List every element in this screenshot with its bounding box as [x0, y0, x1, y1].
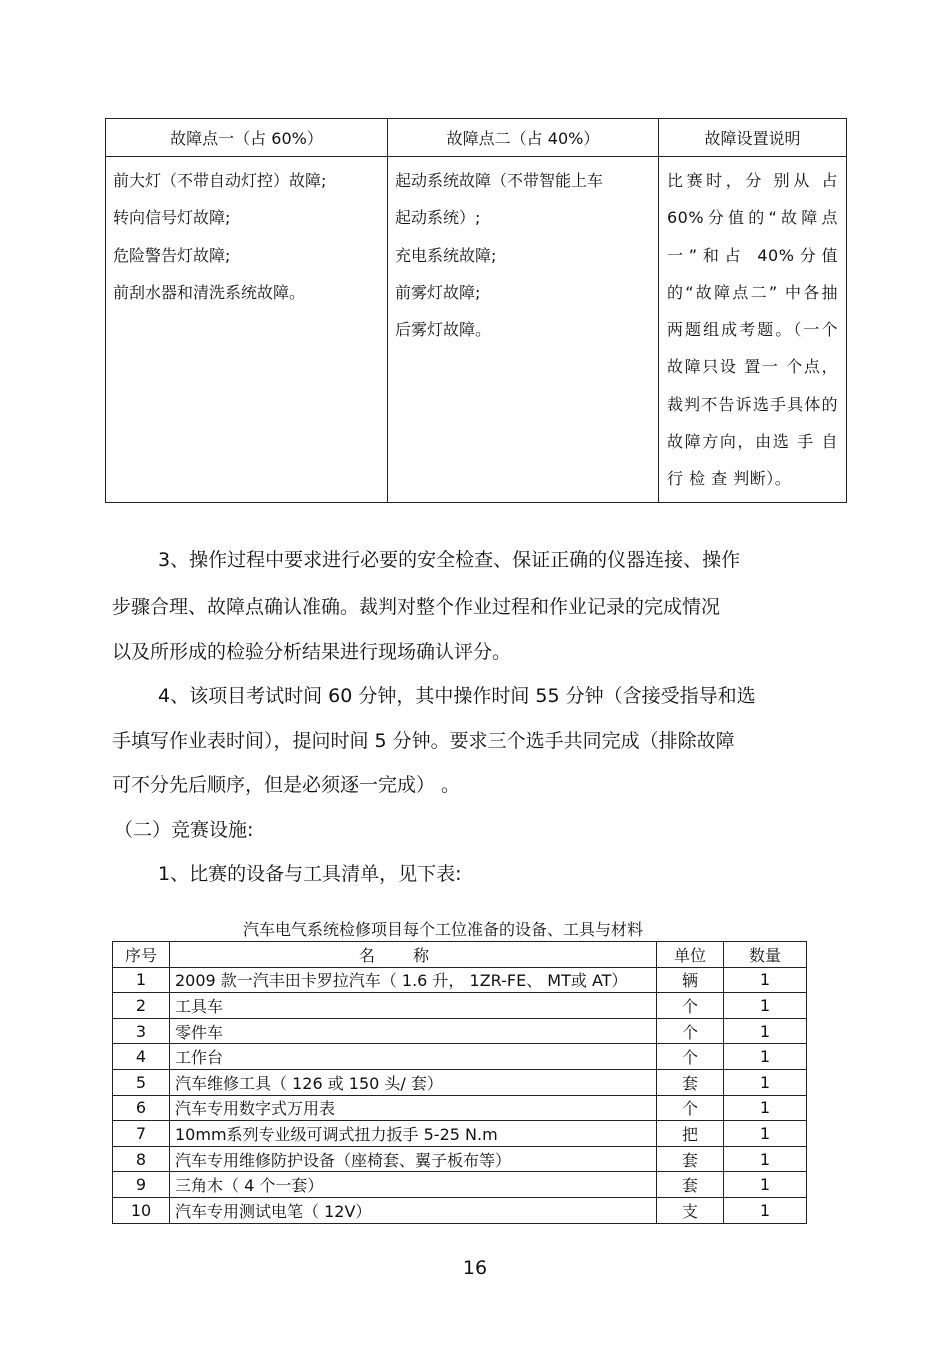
item-name-cell: 零件车	[170, 1018, 657, 1044]
unit-cell: 个	[657, 1095, 724, 1121]
table-row	[113, 1197, 807, 1223]
table-row	[113, 1121, 807, 1147]
serial-number-cell: 8	[113, 1146, 170, 1172]
header-quantity: 数量	[724, 942, 807, 968]
fault-point-one-cell	[106, 157, 388, 503]
equipment-table-body	[113, 967, 807, 1223]
fault-one-item: 前大灯（不带自动灯控）故障;	[113, 171, 327, 190]
item-name-cell: 工作台	[170, 1044, 657, 1070]
fault-one-item: 危险警告灯故障;	[113, 245, 231, 265]
fault-point-table	[105, 118, 847, 503]
fault-header-point-two: 故障点二（占 40%）	[388, 119, 659, 157]
fault-two-item: 起动系统）;	[395, 208, 481, 228]
paragraph-4-line-1: 4、该项目考试时间 60 分钟，其中操作时间 55 分钟（含接受指导和选	[158, 685, 756, 707]
unit-cell: 套	[657, 1069, 724, 1095]
serial-number-cell: 2	[113, 993, 170, 1019]
equipment-table	[112, 941, 807, 1224]
table-row	[113, 967, 807, 993]
serial-number-cell: 10	[113, 1197, 170, 1223]
equipment-table-caption: 汽车电气系统检修项目每个工位准备的设备、工具与材料	[242, 920, 643, 939]
fault-one-item: 前刮水器和清洗系统故障。	[113, 282, 306, 302]
equipment-table-header-row	[113, 942, 807, 968]
item-name-cell: 汽车专用数字式万用表	[170, 1095, 657, 1121]
table-row	[113, 1095, 807, 1121]
fault-two-item: 前雾灯故障;	[395, 282, 481, 302]
serial-number-cell: 3	[113, 1018, 170, 1044]
header-serial-number: 序号	[113, 942, 170, 968]
item-name-cell: 10mm系列专业级可调式扭力扳手 5-25 N.m	[170, 1121, 657, 1147]
quantity-cell: 1	[724, 1069, 807, 1095]
fault-header-setup-note: 故障设置说明	[659, 119, 847, 157]
quantity-cell: 1	[724, 1197, 807, 1223]
table-row	[113, 993, 807, 1019]
table-row	[113, 1018, 807, 1044]
quantity-cell: 1	[724, 1044, 807, 1070]
quantity-cell: 1	[724, 1095, 807, 1121]
table-row	[113, 1069, 807, 1095]
paragraph-4-line-2: 手填写作业表时间），提问时间 5 分钟。要求三个选手共同完成（排除故障	[112, 730, 735, 752]
header-unit: 单位	[657, 942, 724, 968]
fault-point-two-cell	[388, 157, 659, 503]
item-name-cell: 2009 款一汽丰田卡罗拉汽车（ 1.6 升， 1ZR-FE、 MT或 AT）	[170, 967, 657, 993]
fault-two-item: 起动系统故障（不带智能上车	[395, 171, 604, 190]
paragraph-3-line-2: 步骤合理、故障点确认准确。裁判对整个作业过程和作业记录的完成情况	[112, 596, 721, 618]
table-row	[113, 1044, 807, 1070]
item-name-cell: 汽车专用测试电笔（ 12V）	[170, 1197, 657, 1223]
serial-number-cell: 5	[113, 1069, 170, 1095]
fault-header-point-one: 故障点一（占 60%）	[106, 119, 388, 157]
fault-table-header-row	[106, 119, 847, 157]
unit-cell: 个	[657, 1044, 724, 1070]
unit-cell: 支	[657, 1197, 724, 1223]
table-row	[113, 1146, 807, 1172]
serial-number-cell: 7	[113, 1121, 170, 1147]
unit-cell: 把	[657, 1121, 724, 1147]
unit-cell: 套	[657, 1172, 724, 1198]
quantity-cell: 1	[724, 1172, 807, 1198]
section-heading-facilities: （二）竞赛设施:	[114, 819, 254, 841]
table-row	[113, 1172, 807, 1198]
quantity-cell: 1	[724, 967, 807, 993]
quantity-cell: 1	[724, 1146, 807, 1172]
page-number: 16	[462, 1257, 488, 1279]
item-name-cell: 三角木（ 4 个一套）	[170, 1172, 657, 1198]
fault-setup-note-cell	[659, 157, 847, 503]
quantity-cell: 1	[724, 1018, 807, 1044]
serial-number-cell: 6	[113, 1095, 170, 1121]
header-name: 名称	[170, 942, 657, 968]
fault-one-item: 转向信号灯故障;	[113, 208, 231, 228]
serial-number-cell: 1	[113, 967, 170, 993]
fault-table-body-row	[106, 157, 847, 503]
fault-two-item: 后雾灯故障。	[395, 320, 492, 340]
unit-cell: 个	[657, 993, 724, 1019]
paragraph-4-line-3: 可不分先后顺序，但是必须逐一完成） 。	[112, 774, 461, 796]
quantity-cell: 1	[724, 1121, 807, 1147]
paragraph-3-line-3: 以及所形成的检验分析结果进行现场确认评分。	[112, 641, 512, 663]
paragraph-3-line-1: 3、操作过程中要求进行必要的安全检查、保证正确的仪器连接、操作	[158, 549, 741, 571]
unit-cell: 辆	[657, 967, 724, 993]
fault-setup-description: 比赛时，分 别从 占60%分值的“故障点一”和占 40%分值的“故障点二” 中各抽两题组成考题。（一个故障只设 置一 个点，裁判不告诉选手具体的故障方向，由选 手 自 行 检 查 判断）。	[667, 171, 838, 489]
unit-cell: 个	[657, 1018, 724, 1044]
quantity-cell: 1	[724, 993, 807, 1019]
item-name-cell: 工具车	[170, 993, 657, 1019]
fault-two-item: 充电系统故障;	[395, 245, 497, 265]
equipment-list-intro: 1、比赛的设备与工具清单，见下表:	[158, 863, 462, 885]
serial-number-cell: 4	[113, 1044, 170, 1070]
serial-number-cell: 9	[113, 1172, 170, 1198]
item-name-cell: 汽车专用维修防护设备（座椅套、翼子板布等）	[170, 1146, 657, 1172]
unit-cell: 套	[657, 1146, 724, 1172]
item-name-cell: 汽车维修工具（ 126 或 150 头/ 套）	[170, 1069, 657, 1095]
